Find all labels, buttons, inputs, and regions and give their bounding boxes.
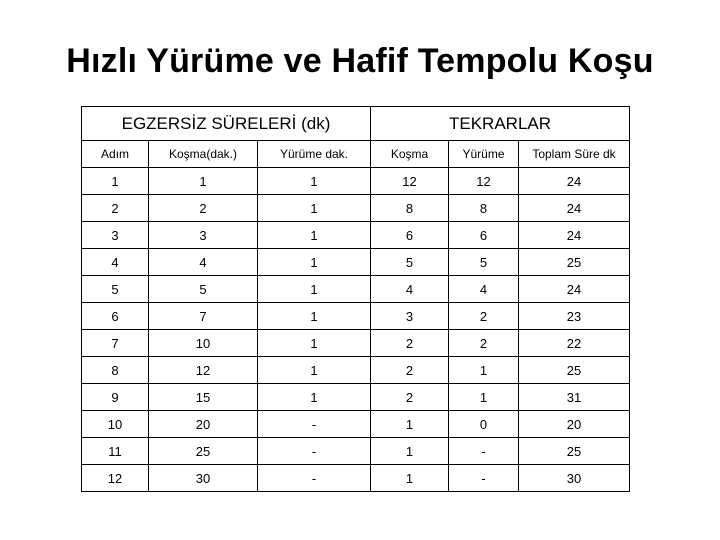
cell-run-minutes: 4 (149, 249, 258, 276)
cell-run-minutes: 20 (149, 411, 258, 438)
cell-total-minutes: 25 (519, 357, 630, 384)
cell-walk-minutes: 1 (258, 303, 371, 330)
cell-total-minutes: 30 (519, 465, 630, 492)
cell-run-repeats: 12 (371, 168, 449, 195)
cell-step: 7 (82, 330, 149, 357)
cell-step: 10 (82, 411, 149, 438)
column-header-walk-repeats: Yürüme (449, 141, 519, 168)
cell-walk-minutes: - (258, 411, 371, 438)
cell-walk-repeats: - (449, 465, 519, 492)
table-row (82, 222, 630, 249)
table-body (82, 168, 630, 492)
cell-step: 11 (82, 438, 149, 465)
cell-run-minutes: 2 (149, 195, 258, 222)
cell-run-repeats: 2 (371, 384, 449, 411)
slide-title: Hızlı Yürüme ve Hafif Tempolu Koşu (66, 42, 654, 80)
cell-walk-minutes: 1 (258, 384, 371, 411)
table-row (82, 330, 630, 357)
cell-run-repeats: 6 (371, 222, 449, 249)
cell-run-minutes: 10 (149, 330, 258, 357)
cell-walk-repeats: 2 (449, 303, 519, 330)
cell-walk-repeats: 1 (449, 384, 519, 411)
cell-walk-minutes: 1 (258, 168, 371, 195)
exercise-table (81, 106, 630, 492)
cell-run-repeats: 1 (371, 465, 449, 492)
cell-walk-minutes: 1 (258, 276, 371, 303)
column-header-row (82, 141, 630, 168)
cell-total-minutes: 24 (519, 276, 630, 303)
cell-walk-minutes: - (258, 438, 371, 465)
group-header-row (82, 107, 630, 141)
table-row (82, 168, 630, 195)
cell-step: 12 (82, 465, 149, 492)
cell-walk-repeats: 6 (449, 222, 519, 249)
cell-walk-minutes: 1 (258, 330, 371, 357)
cell-walk-repeats: 4 (449, 276, 519, 303)
cell-run-repeats: 4 (371, 276, 449, 303)
table-row (82, 276, 630, 303)
column-header-run-repeats: Koşma (371, 141, 449, 168)
cell-step: 2 (82, 195, 149, 222)
cell-total-minutes: 24 (519, 195, 630, 222)
cell-total-minutes: 23 (519, 303, 630, 330)
cell-run-minutes: 12 (149, 357, 258, 384)
cell-walk-repeats: 8 (449, 195, 519, 222)
cell-walk-repeats: 1 (449, 357, 519, 384)
group-header-repeats: TEKRARLAR (371, 107, 630, 141)
cell-run-repeats: 1 (371, 438, 449, 465)
cell-run-repeats: 8 (371, 195, 449, 222)
table-row (82, 195, 630, 222)
cell-step: 8 (82, 357, 149, 384)
column-header-walk-minutes: Yürüme dak. (258, 141, 371, 168)
cell-total-minutes: 24 (519, 168, 630, 195)
cell-walk-repeats: 12 (449, 168, 519, 195)
cell-walk-minutes: 1 (258, 357, 371, 384)
column-header-total-minutes: Toplam Süre dk (519, 141, 630, 168)
cell-walk-minutes: 1 (258, 195, 371, 222)
cell-step: 1 (82, 168, 149, 195)
cell-run-repeats: 3 (371, 303, 449, 330)
cell-walk-repeats: - (449, 438, 519, 465)
cell-walk-repeats: 5 (449, 249, 519, 276)
cell-run-minutes: 3 (149, 222, 258, 249)
table-row (82, 249, 630, 276)
cell-total-minutes: 22 (519, 330, 630, 357)
table-row (82, 438, 630, 465)
cell-step: 5 (82, 276, 149, 303)
column-header-step: Adım (82, 141, 149, 168)
cell-run-minutes: 30 (149, 465, 258, 492)
table-row (82, 384, 630, 411)
cell-step: 6 (82, 303, 149, 330)
cell-run-repeats: 2 (371, 357, 449, 384)
cell-walk-repeats: 0 (449, 411, 519, 438)
cell-total-minutes: 20 (519, 411, 630, 438)
cell-total-minutes: 31 (519, 384, 630, 411)
cell-step: 4 (82, 249, 149, 276)
cell-run-minutes: 1 (149, 168, 258, 195)
cell-run-repeats: 2 (371, 330, 449, 357)
cell-total-minutes: 24 (519, 222, 630, 249)
cell-walk-minutes: - (258, 465, 371, 492)
cell-walk-minutes: 1 (258, 222, 371, 249)
cell-walk-repeats: 2 (449, 330, 519, 357)
cell-run-minutes: 5 (149, 276, 258, 303)
cell-run-minutes: 25 (149, 438, 258, 465)
table-row (82, 465, 630, 492)
cell-run-minutes: 7 (149, 303, 258, 330)
cell-step: 3 (82, 222, 149, 249)
cell-total-minutes: 25 (519, 249, 630, 276)
cell-run-repeats: 1 (371, 411, 449, 438)
cell-total-minutes: 25 (519, 438, 630, 465)
cell-run-repeats: 5 (371, 249, 449, 276)
group-header-durations: EGZERSİZ SÜRELERİ (dk) (82, 107, 371, 141)
table-row (82, 411, 630, 438)
cell-step: 9 (82, 384, 149, 411)
cell-run-minutes: 15 (149, 384, 258, 411)
table-row (82, 357, 630, 384)
column-header-run-minutes: Koşma(dak.) (149, 141, 258, 168)
cell-walk-minutes: 1 (258, 249, 371, 276)
table-row (82, 303, 630, 330)
